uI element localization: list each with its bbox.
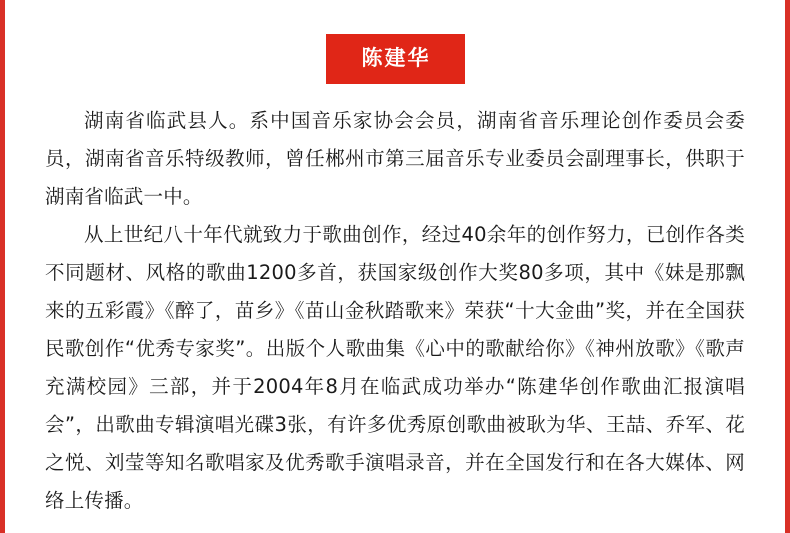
document-content: [5, 0, 785, 520]
paragraph-achievements: 从上世纪八十年代就致力于歌曲创作，经过40余年的创作努力，已创作各类不同题材、风格的歌曲1200多首，获国家级创作大奖80多项，其中《妹是那飘来的五彩霞》《醉了，苗乡》《苗山金秋踏歌来》荣获“十大金曲”奖，并在全国获民歌创作“优秀专家奖”。出版个人歌曲集《心中的歌献给你》《神州放歌》《歌声充满校园》三部，并于2004年8月在临武成功举办“陈建华创作歌曲汇报演唱会”，出歌曲专辑演唱光碟3张，有许多优秀原创歌曲被耿为华、王喆、乔军、花之悦、刘莹等知名歌唱家及优秀歌手演唱录音，并在全国发行和在各大媒体、网络上传播。: [45, 223, 745, 512]
title-container: [23, 0, 767, 94]
page-title: 陈建华: [326, 34, 465, 84]
paragraph-biography: 湖南省临武县人。系中国音乐家协会会员，湖南省音乐理论创作委员会委员，湖南省音乐特级教师，曾任郴州市第三届音乐专业委员会副理事长，供职于湖南省临武一中。: [45, 109, 745, 208]
